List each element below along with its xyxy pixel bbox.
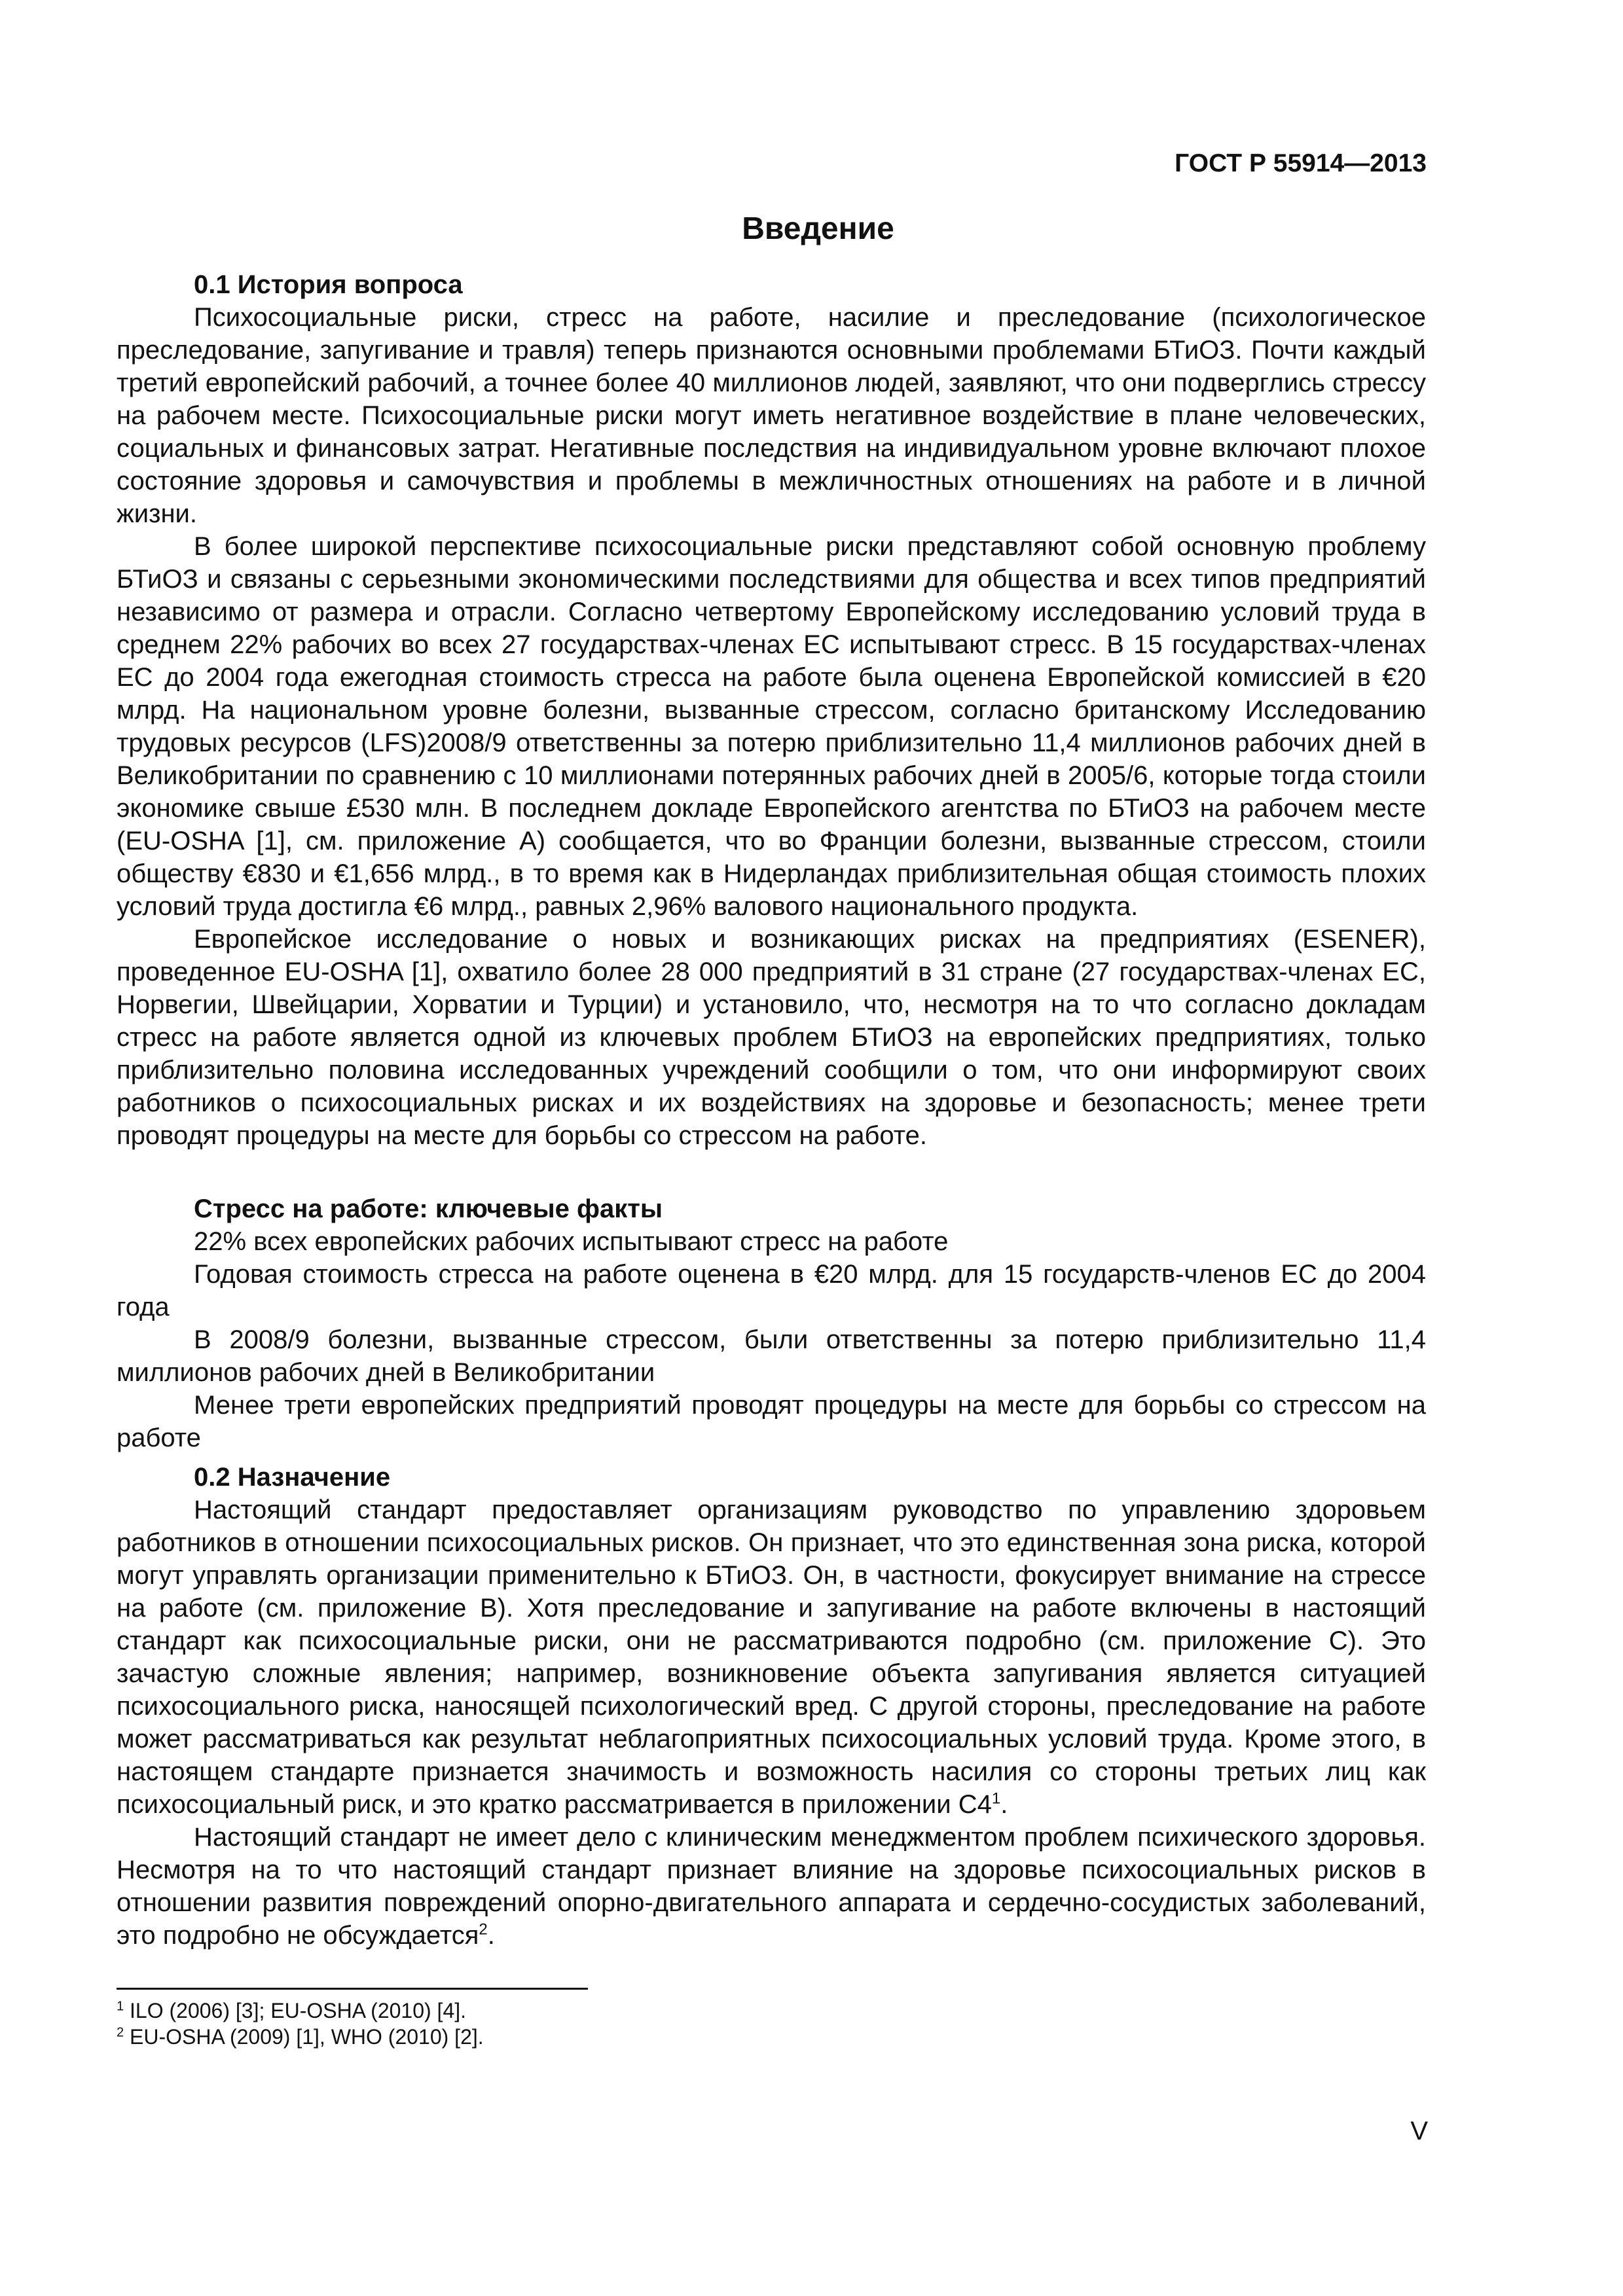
- footnote-mark: 1: [117, 1999, 124, 2014]
- footnote-text: ILO (2006) [3]; EU-OSHA (2010) [4].: [124, 1999, 467, 2022]
- main-content: [117, 268, 1426, 1952]
- footnote-divider: [117, 1988, 588, 1990]
- paragraph: [117, 1494, 1426, 1821]
- key-facts-title: Стресс на работе: ключевые факты: [194, 1194, 663, 1223]
- footnotes: [117, 1998, 1099, 2050]
- footnote: [117, 1998, 1099, 2024]
- footnote-text: EU-OSHA (2009) [1], WHO (2010) [2].: [124, 2025, 484, 2049]
- footnote-ref[interactable]: 1: [991, 1789, 1001, 1808]
- paragraph: Европейское исследование о новых и возникающих рисках на предприятиях (ESENER), проведенное EU-OSHA [1], охватило более 28 000 предприятий в 31 стране (27 государствах-членах ЕС, Норвегии, Швейцарии, Хорватии и Турции) и установило, что, несмотря на то что согласно докладам стресс на работе является одной из ключевых проблем БТиОЗ на европейских предприятиях, только приблизительно половина исследованных учреждений сообщили о том, что они информируют своих работников о психосоциальных рисках и их воздействиях на здоровье и безопасность; менее трети проводят процедуры на месте для борьбы со стрессом на работе.: [117, 925, 1426, 1150]
- paragraph-text: Настоящий стандарт не имеет дело с клиническим менеджментом проблем психического здоровья. Несмотря на то что настоящий стандарт признает влияние на здоровье психосоциальных рисков в отношении развития повреждений опорно-двигательного аппарата и сердечно-сосудистых заболеваний, это подробно не обсуждается: [117, 1823, 1426, 1950]
- paragraph-text: Настоящий стандарт предоставляет организациям руководство по управлению здоровьем работников в отношении психосоциальных рисков. Он признает, что это единственная зона риска, которой могут управлять организации применительно к БТиОЗ. Он, в частности, фокусирует внимание на стрессе на работе (см. приложение В). Хотя преследование и запугивание на работе включены в настоящий стандарт как психосоциальные риски, они не рассматриваются подробно (см. приложение С). Это зачастую сложные явления; например, возникновение объекта запугивания является ситуацией психосоциального риска, наносящей психологический вред. С другой стороны, преследование на работе может рассматриваться как результат неблагоприятных психосоциальных условий труда. Кроме этого, в настоящем стандарте признается значимость и возможность насилия со стороны третьих лиц как психосоциальный риск, и это кратко рассматривается в приложении С4: [117, 1496, 1426, 1819]
- key-fact-item: Годовая стоимость стресса на работе оценена в €20 млрд. для 15 государств-членов ЕС до 2004 года: [117, 1260, 1426, 1321]
- page-title: Введение: [742, 211, 894, 246]
- paragraph: [117, 1821, 1426, 1952]
- section-heading-purpose: 0.2 Назначение: [194, 1463, 391, 1492]
- key-fact-item: 22% всех европейских рабочих испытывают стресс на работе: [194, 1227, 949, 1256]
- key-fact-item: В 2008/9 болезни, вызванные стрессом, были ответственны за потерю приблизительно 11,4 миллионов рабочих дней в Великобритании: [117, 1325, 1426, 1387]
- standard-code: ГОСТ Р 55914—2013: [1175, 149, 1427, 177]
- section-heading-history: 0.1 История вопроса: [194, 270, 463, 299]
- paragraph-end: .: [487, 1921, 495, 1950]
- footnote-ref[interactable]: 2: [479, 1920, 488, 1939]
- key-fact-item: Менее трети европейских предприятий проводят процедуры на месте для борьбы со стрессом на работе: [117, 1391, 1426, 1452]
- footnote: [117, 2024, 1099, 2050]
- paragraph-end: .: [1000, 1790, 1008, 1819]
- footnote-mark: 2: [117, 2025, 124, 2040]
- paragraph: Психосоциальные риски, стресс на работе, насилие и преследование (психологическое преследование, запугивание и травля) теперь признаются основными проблемами БТиОЗ. Почти каждый третий европейский рабочий, а точнее более 40 миллионов людей, заявляют, что они подверглись стрессу на рабочем месте. Психосоциальные риски могут иметь негативное воздействие в плане человеческих, социальных и финансовых затрат. Негативные последствия на индивидуальном уровне включают плохое состояние здоровья и самочувствия и проблемы в межличностных отношениях на работе и в личной жизни.: [117, 303, 1426, 528]
- page-number: V: [1410, 2117, 1428, 2145]
- paragraph: В более широкой перспективе психосоциальные риски представляют собой основную проблему БТиОЗ и связаны с серьезными экономическими последствиями для общества и всех типов предприятий независимо от размера и отрасли. Согласно четвертому Европейскому исследованию условий труда в среднем 22% рабочих во всех 27 государствах-членах ЕС испытывают стресс. В 15 государствах-членах ЕС до 2004 года ежегодная стоимость стресса на работе была оценена Европейской комиссией в €20 млрд. На национальном уровне болезни, вызванные стрессом, согласно британскому Исследованию трудовых ресурсов (LFS)2008/9 ответственны за потерю приблизительно 11,4 миллионов рабочих дней в Великобритании по сравнению с 10 миллионами потерянных рабочих дней в 2005/6, которые тогда стоили экономике свыше £530 млн. В последнем докладе Европейского агентства по БТиОЗ на рабочем месте (EU-OSHA [1], см. приложение А) сообщается, что во Франции болезни, вызванные стрессом, стоили обществу €830 и €1,656 млрд., в то время как в Нидерландах приблизительная общая стоимость плохих условий труда достигла €6 млрд., равных 2,96% валового национального продукта.: [117, 532, 1426, 921]
